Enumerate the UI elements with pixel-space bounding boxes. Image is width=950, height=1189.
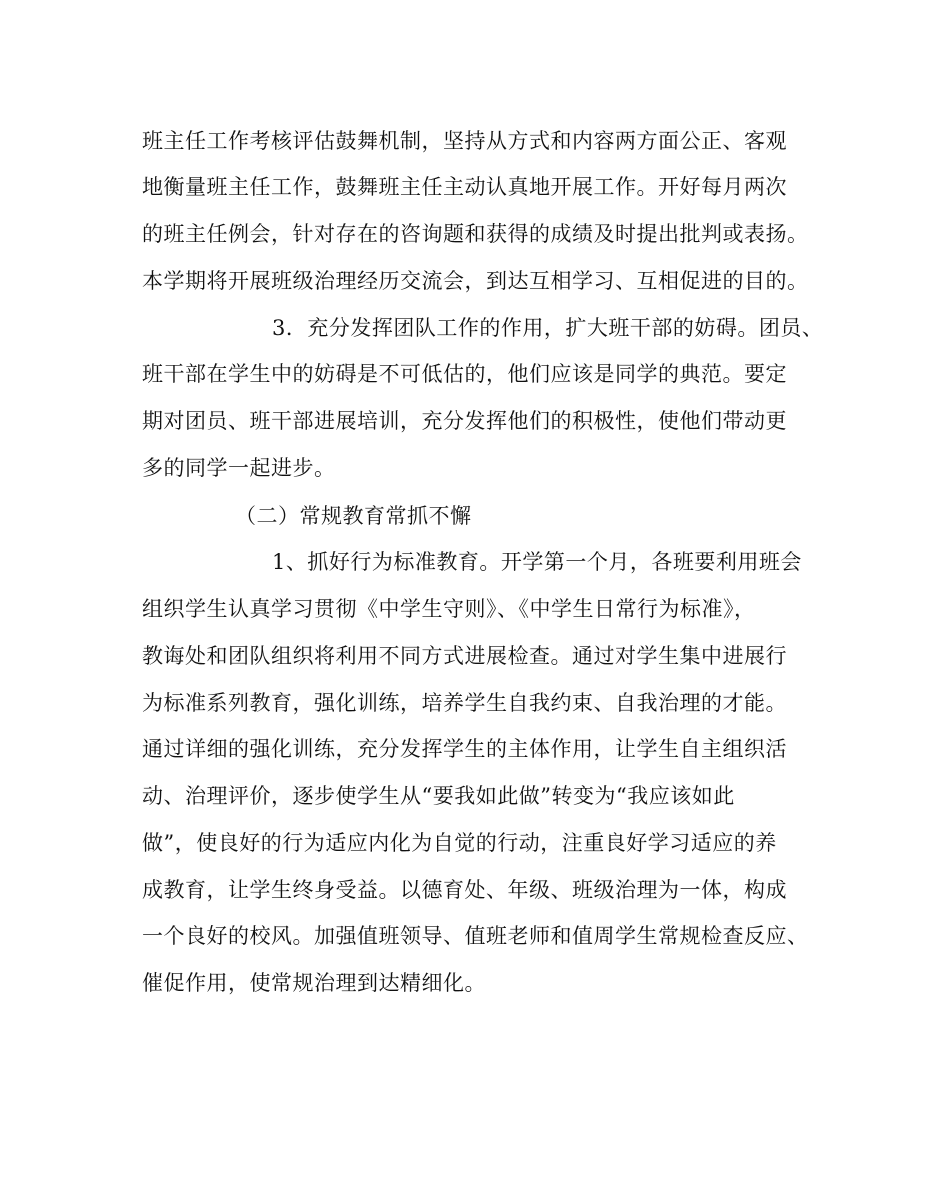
paragraph-line: 教诲处和团队组织将利用不同方式进展检查。通过对学生集中进展行 — [142, 644, 787, 668]
paragraph-line: 一个良好的校风。加强值班领导、值班老师和值周学生常规检查反应、 — [142, 924, 809, 948]
paragraph-line: 做”，使良好的行为适应内化为自觉的行动，注重良好学习适应的养 — [142, 831, 777, 855]
paragraph-line: 地衡量班主任工作，鼓舞班主任主动认真地开展工作。开好每月两次 — [142, 175, 787, 199]
paragraph-line: 期对团员、班干部进展培训，充分发挥他们的积极性，使他们带动更 — [142, 409, 787, 433]
paragraph-line: 班干部在学生中的妨碍是不可低估的，他们应该是同学的典范。要定 — [142, 362, 787, 386]
paragraph-line: 成教育，让学生终身受益。以德育处、年级、班级治理为一体，构成 — [142, 878, 787, 902]
paragraph-line: 多的同学一起进步。 — [142, 456, 336, 480]
section-heading: （二）常规教育常抓不懈 — [235, 504, 472, 528]
paragraph-line: 为标准系列教育，强化训练，培养学生自我约束、自我治理的才能。 — [142, 691, 787, 715]
paragraph-line: 3．充分发挥团队工作的作用，扩大班干部的妨碍。团员、 — [272, 316, 824, 340]
paragraph-line: 动、治理评价，逐步使学生从“要我如此做”转变为“我应该如此 — [142, 784, 735, 808]
paragraph-line: 班主任工作考核评估鼓舞机制，坚持从方式和内容两方面公正、客观 — [142, 129, 787, 153]
paragraph-line: 通过详细的强化训练，充分发挥学生的主体作用，让学生自主组织活 — [142, 737, 787, 761]
paragraph-line: 1、抓好行为标准教育。开学第一个月，各班要利用班会 — [272, 550, 802, 574]
paragraph-line: 的班主任例会，针对存在的咨询题和获得的成绩及时提出批判或表扬。 — [142, 222, 809, 246]
paragraph-line: 本学期将开展班级治理经历交流会，到达互相学习、互相促进的目的。 — [142, 269, 809, 293]
paragraph-line: 组织学生认真学习贯彻《中学生守则》、《中学生日常行为标准》， — [142, 597, 756, 621]
paragraph-line: 催促作用，使常规治理到达精细化。 — [142, 971, 486, 995]
